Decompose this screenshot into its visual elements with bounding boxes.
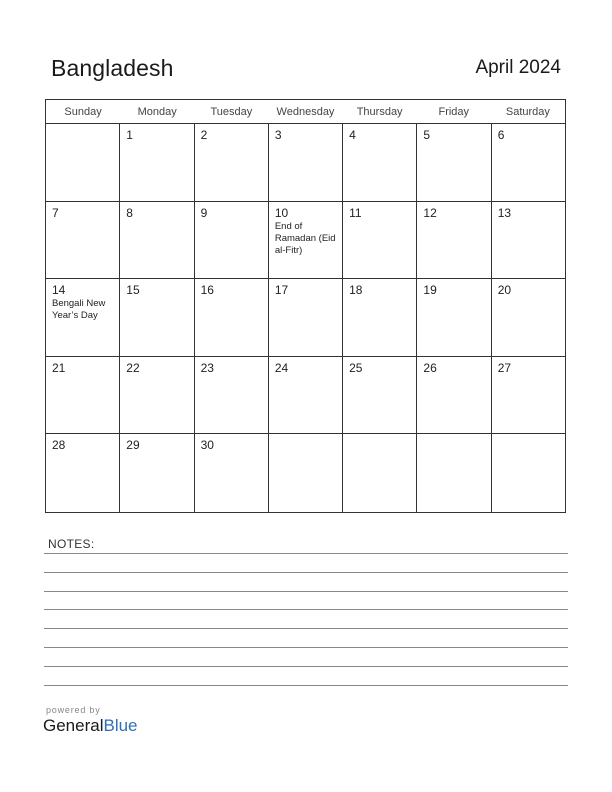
notes-line [44, 572, 568, 573]
day-cell [417, 202, 491, 279]
notes-line [44, 666, 568, 667]
notes-line [44, 591, 568, 592]
day-number: 5 [423, 128, 431, 142]
day-cell [343, 434, 417, 512]
day-number: 21 [52, 360, 66, 375]
notes-line [44, 553, 568, 554]
day-cell [195, 434, 269, 512]
generalblue-logo [43, 716, 138, 736]
day-number: 15 [126, 283, 140, 298]
day-cell [195, 202, 269, 279]
day-cell [417, 279, 491, 356]
day-cell [120, 434, 194, 512]
country-title: Bangladesh [51, 55, 174, 81]
day-cell [195, 357, 269, 434]
holiday-label: End of Ramadan (Eid al-Fitr) [274, 220, 336, 256]
day-cell [269, 279, 343, 356]
day-cell [269, 202, 343, 279]
weekday-monday: Monday [137, 106, 177, 118]
day-cell [46, 279, 120, 356]
weekday-thursday: Thursday [356, 106, 403, 118]
day-number: 23 [200, 360, 214, 375]
day-number: 29 [126, 438, 140, 453]
weekday-saturday: Saturday [505, 106, 550, 118]
day-number: 12 [423, 205, 437, 220]
day-cell [46, 124, 120, 201]
day-cell [120, 357, 194, 434]
day-cell [195, 279, 269, 356]
day-cell [343, 202, 417, 279]
notes-line [44, 647, 568, 648]
weekday-wednesday: Wednesday [276, 106, 335, 118]
notes-line [44, 628, 568, 629]
day-number: 14 [52, 283, 66, 298]
day-number: 16 [200, 283, 214, 298]
day-cell [343, 124, 417, 201]
week-row [46, 357, 565, 435]
day-cell [120, 202, 194, 279]
weekday-friday: Friday [438, 106, 470, 118]
notes-line [44, 685, 568, 686]
day-number: 28 [52, 438, 66, 453]
day-cell [492, 279, 565, 356]
holiday-label: Bengali New Year’s Day [52, 298, 106, 322]
day-cell [492, 357, 565, 434]
day-number: 18 [349, 283, 363, 298]
day-number: 8 [126, 205, 133, 220]
day-cell [343, 357, 417, 434]
day-number: 20 [497, 283, 512, 298]
day-cell [417, 124, 491, 201]
weekday-header [46, 100, 565, 124]
week-row [46, 124, 565, 202]
day-cell [46, 202, 120, 279]
day-cell [195, 124, 269, 201]
day-cell [417, 357, 491, 434]
day-number: 6 [497, 128, 505, 142]
day-number: 9 [200, 205, 208, 220]
day-number: 17 [274, 283, 289, 298]
day-number: 2 [200, 128, 208, 142]
day-number: 30 [200, 438, 214, 453]
day-cell [417, 434, 491, 512]
weekday-sunday: Sunday [64, 106, 102, 118]
day-cell [343, 279, 417, 356]
day-number: 11 [349, 205, 362, 220]
day-number: 7 [52, 205, 59, 220]
week-row [46, 202, 565, 280]
day-number: 22 [126, 360, 140, 375]
brand-general: General [43, 716, 104, 735]
day-number: 3 [274, 128, 282, 142]
day-cell [120, 279, 194, 356]
notes-line [44, 609, 568, 610]
day-cell [120, 124, 194, 201]
day-cell [492, 124, 565, 201]
day-number: 27 [497, 360, 512, 375]
day-cell [269, 357, 343, 434]
day-number: 25 [349, 360, 363, 375]
week-row [46, 279, 565, 357]
day-number: 26 [423, 360, 437, 375]
day-cell [492, 434, 565, 512]
month-title: April 2024 [475, 57, 561, 78]
notes-label: NOTES: [48, 537, 95, 551]
calendar-grid [45, 99, 566, 513]
day-cell [269, 124, 343, 201]
day-cell [46, 357, 120, 434]
week-row [46, 434, 565, 512]
brand-blue: Blue [103, 716, 138, 735]
day-cell [492, 202, 565, 279]
day-number: 24 [274, 360, 289, 375]
day-cell [46, 434, 120, 512]
day-number: 4 [349, 128, 356, 142]
day-number: 1 [126, 128, 133, 142]
day-cell [269, 434, 343, 512]
day-number: 19 [423, 283, 437, 298]
weekday-tuesday: Tuesday [210, 106, 253, 118]
day-number: 13 [497, 205, 512, 220]
day-number: 10 [274, 205, 289, 220]
powered-by-text: powered by [46, 705, 101, 715]
